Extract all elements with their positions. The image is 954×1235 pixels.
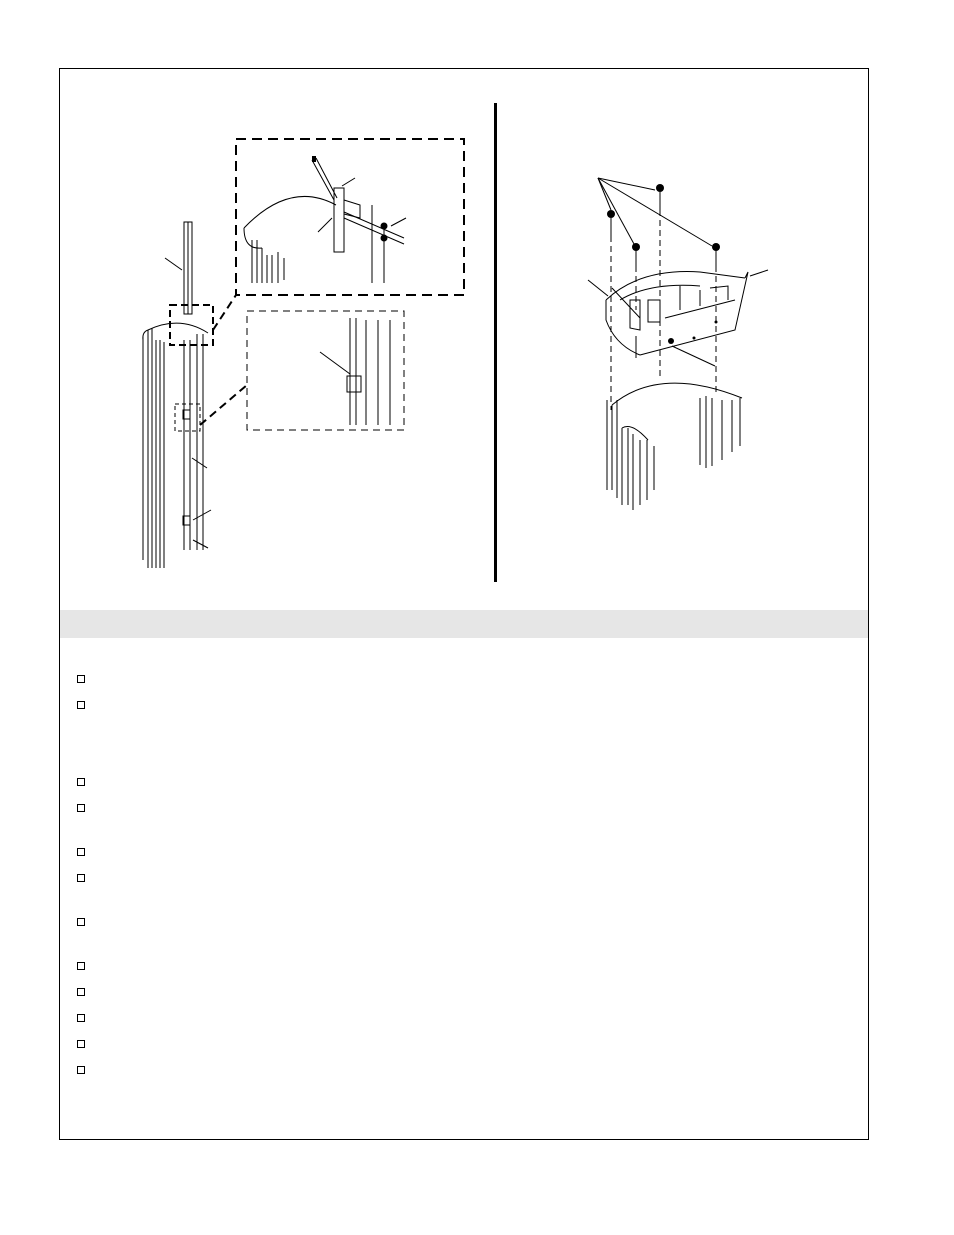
checkbox-2[interactable]: [77, 701, 85, 709]
section-header-band: [60, 610, 868, 638]
checkbox-4[interactable]: [77, 804, 85, 812]
checkbox-12[interactable]: [77, 1066, 85, 1074]
checkbox-11[interactable]: [77, 1040, 85, 1048]
checkbox-7[interactable]: [77, 918, 85, 926]
checkbox-10[interactable]: [77, 1014, 85, 1022]
checkbox-1[interactable]: [77, 675, 85, 683]
checkbox-8[interactable]: [77, 962, 85, 970]
checkbox-6[interactable]: [77, 874, 85, 882]
checkbox-3[interactable]: [77, 778, 85, 786]
checkbox-5[interactable]: [77, 848, 85, 856]
checkbox-9[interactable]: [77, 988, 85, 996]
